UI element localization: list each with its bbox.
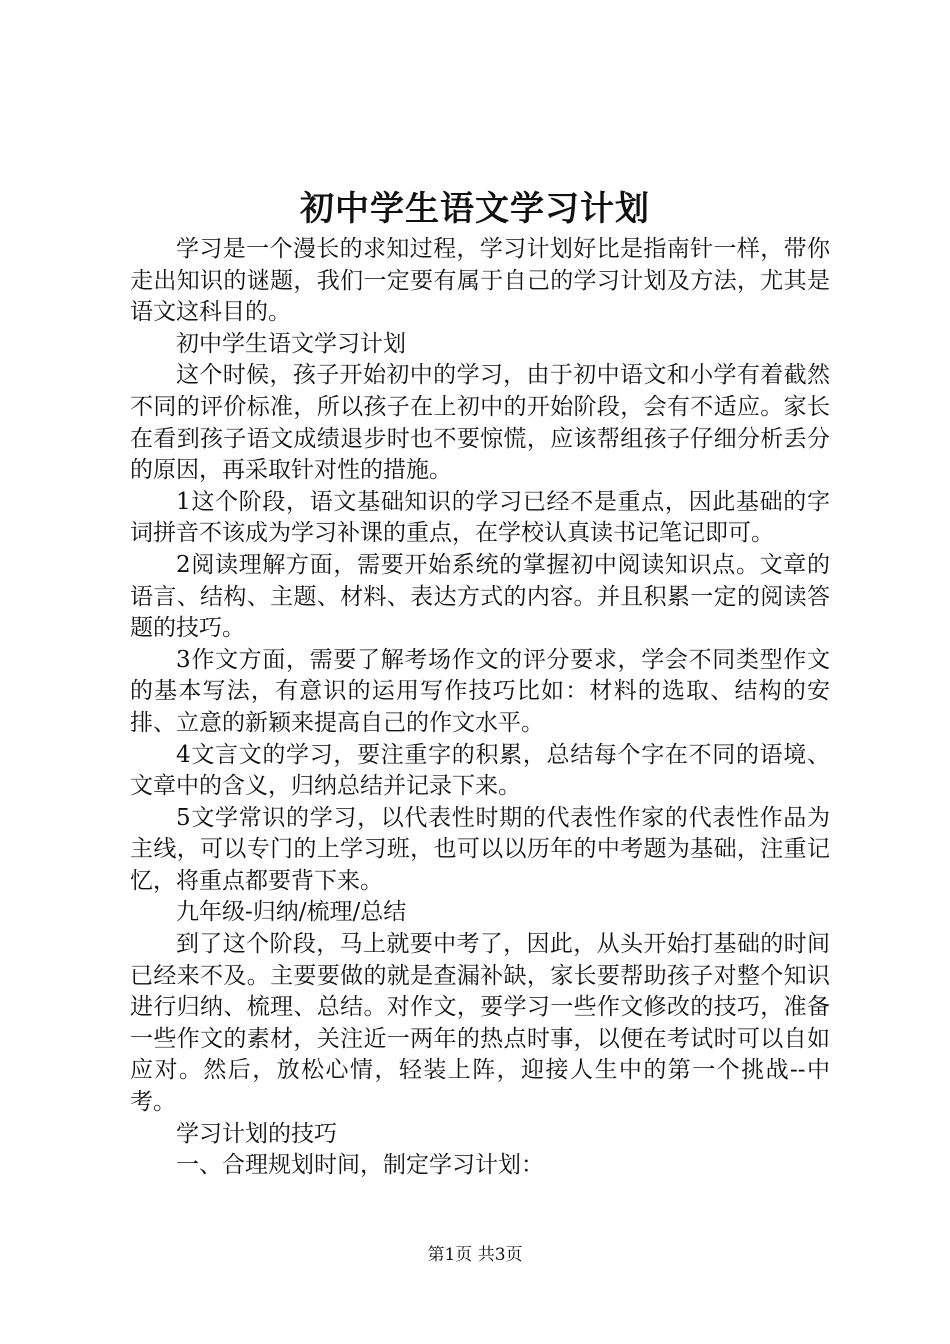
paragraph-item-1: 1这个阶段，语文基础知识的学习已经不是重点，因此基础的字词拼音不该成为学习补课的重点，在学校认真读书记笔记即可。 [130,488,830,547]
paragraph-subheading-grade9: 九年级-归纳/梳理/总结 [176,899,407,926]
paragraph-item-2: 2阅读理解方面，需要开始系统的掌握初中阅读知识点。文章的语言、结构、主题、材料、表达方式的内容。并且积累一定的阅读答题的技巧。 [130,551,830,642]
paragraph-item-3: 3作文方面，需要了解考场作文的评分要求，学会不同类型作文的基本写法，有意识的运用写作技巧比如：材料的选取、结构的安排、立意的新颖来提高自己的作文水平。 [130,646,830,736]
paragraph-subheading-tips: 学习计划的技巧 [176,1120,337,1147]
paragraph-early-stage: 这个时候，孩子开始初中的学习，由于初中语文和小学有着截然不同的评价标准，所以孩子在上初中的开始阶段，会有不适应。家长在看到孩子语文成绩退步时也不要惊慌，应该帮组孩子仔细分析丢分的原因，再采取针对性的措施。 [130,362,830,484]
paragraph-tip-1: 一、合理规划时间，制定学习计划： [176,1152,544,1179]
paragraph-grade9: 到了这个阶段，马上就要中考了，因此，从头开始打基础的时间已经来不及。主要要做的就是查漏补缺，家长要帮助孩子对整个知识进行归纳、梳理、总结。对作文，要学习一些作文修改的技巧，准备一些作文的素材，关注近一两年的热点时事，以便在考试时可以自如应对。然后，放松心情，轻装上阵，迎接人生中的第一个挑战--中考。 [130,931,830,1116]
document-title: 初中学生语文学习计划 [300,189,650,229]
paragraph-item-4: 4文言文的学习，要注重字的积累，总结每个字在不同的语境、文章中的含义，归纳总结并记录下来。 [130,741,830,800]
paragraph-item-5: 5文学常识的学习，以代表性时期的代表性作家的代表性作品为主线，可以专门的上学习班，也可以以历年的中考题为基础，注重记忆，将重点都要背下来。 [130,804,830,894]
page-number-footer: 第1页 共3页 [427,1245,523,1265]
paragraph-intro: 学习是一个漫长的求知过程，学习计划好比是指南针一样，带你走出知识的谜题，我们一定要有属于自己的学习计划及方法，尤其是语文这科目的。 [130,236,830,326]
paragraph-subheading-plan: 初中学生语文学习计划 [176,330,406,357]
document-body [130,234,830,1182]
